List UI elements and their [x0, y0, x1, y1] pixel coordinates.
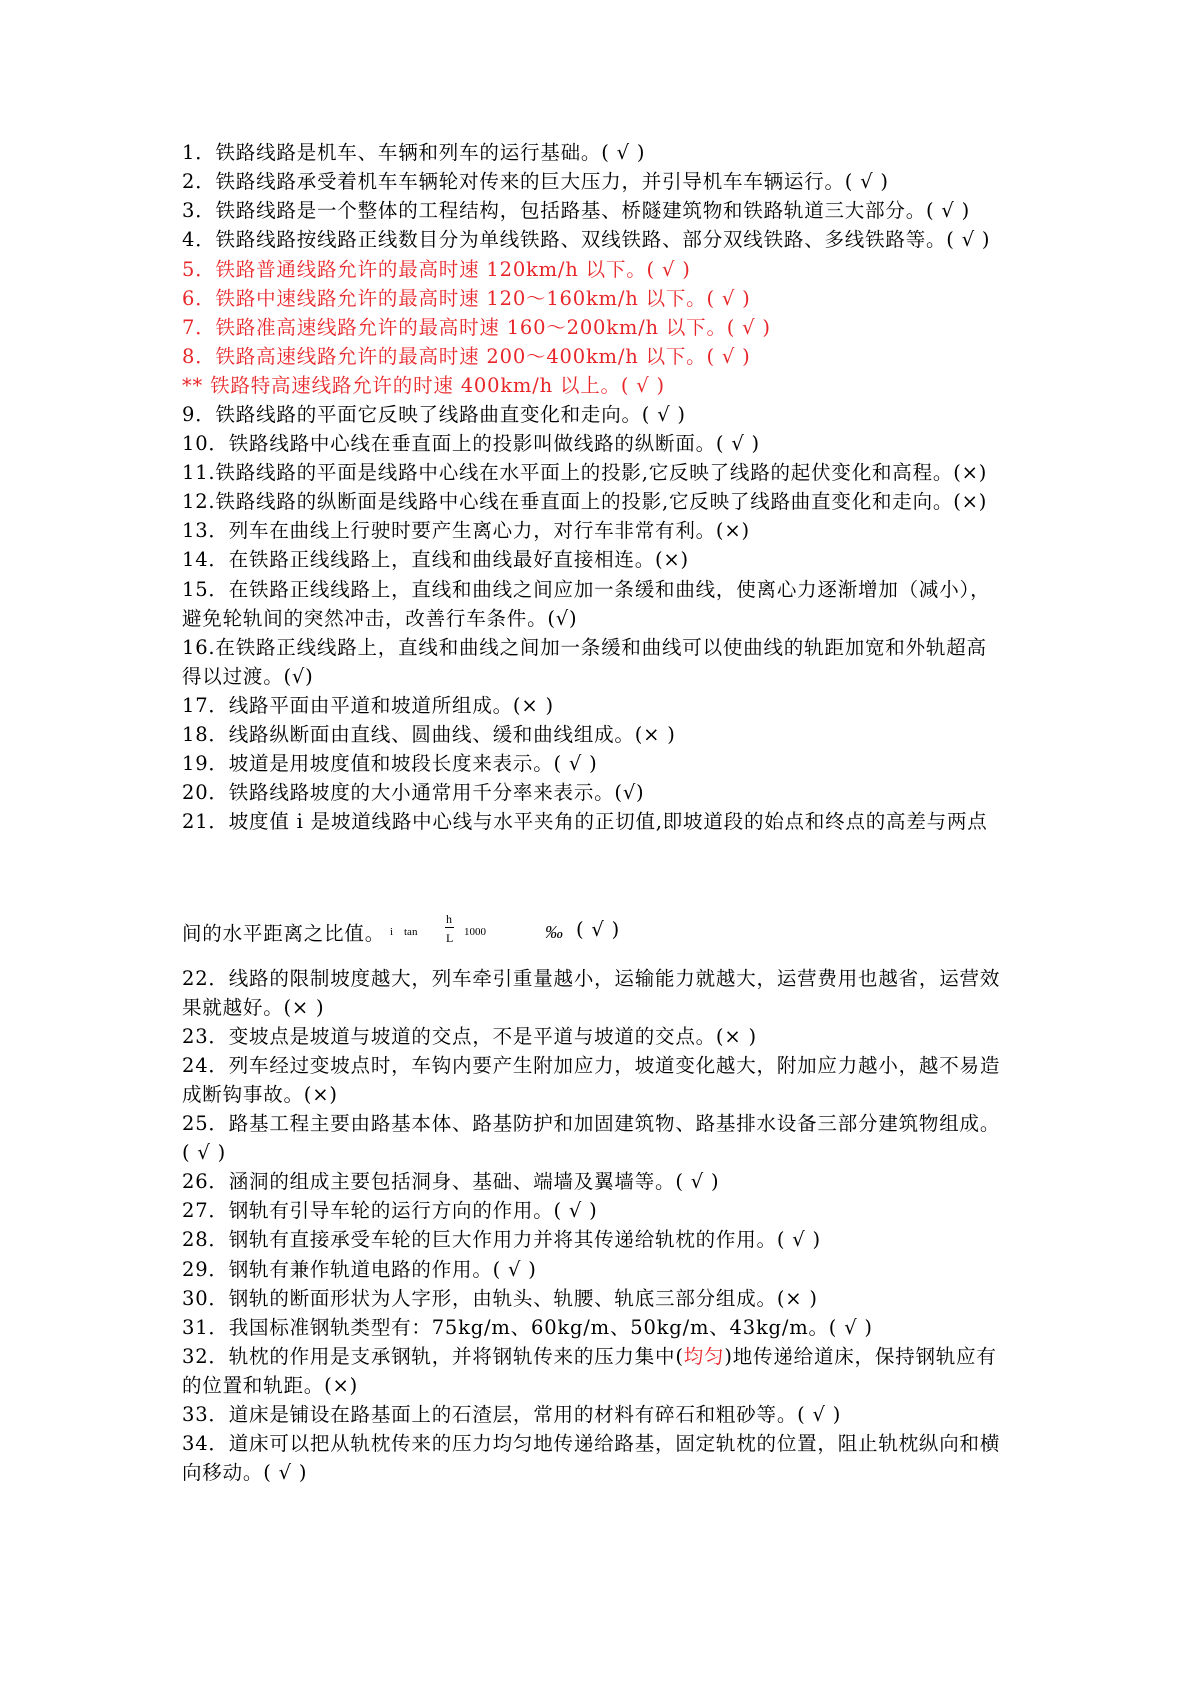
- question-24-line-1: 24．列车经过变坡点时，车钩内要产生附加应力，坡道变化越大，附加应力越小，越不易造: [182, 1054, 1001, 1077]
- question-27: 27．钢轨有引导车轮的运行方向的作用。( √ ): [182, 1199, 598, 1222]
- question-24-line-2: 成断钩事故。(×): [182, 1083, 338, 1106]
- formula-fraction-bar: [445, 927, 454, 928]
- question-15-line-1: 15．在铁路正线线路上，直线和曲线之间应加一条缓和曲线，使离心力逐渐增加（减小），: [182, 578, 991, 601]
- question-32-tail: )地传递给道床，保持钢轨应有: [724, 1345, 997, 1368]
- question-32-line-2: 的位置和轨距。(×): [182, 1374, 359, 1397]
- question-5: 5．铁路普通线路允许的最高时速 120km/h 以下。( √ ): [182, 258, 691, 281]
- question-31: 31．我国标准钢轨类型有：75kg/m、60kg/m、50kg/m、43kg/m。( √ ): [182, 1316, 873, 1339]
- question-32-line-1: [182, 1341, 1022, 1372]
- question-34-line-2: 向移动。( √ ): [182, 1461, 308, 1484]
- question-29: 29．钢轨有兼作轨道电路的作用。( √ ): [182, 1258, 537, 1281]
- question-15-line-2: 避免轮轨间的突然冲击，改善行车条件。(√): [182, 607, 578, 630]
- question-6: 6．铁路中速线路允许的最高时速 120～160km/h 以下。( √ ): [182, 287, 751, 310]
- formula-permille: ‰: [545, 922, 563, 942]
- question-18: 18．线路纵断面由直线、圆曲线、缓和曲线组成。(× ): [182, 723, 676, 746]
- question-17: 17．线路平面由平道和坡道所组成。(× ): [182, 694, 554, 717]
- question-11: 11.铁路线路的平面是线路中心线在水平面上的投影,它反映了线路的起伏变化和高程。(×): [182, 461, 988, 484]
- slope-formula: [390, 912, 630, 956]
- question-25-line-1: 25．路基工程主要由路基本体、路基防护和加固建筑物、路基排水设备三部分建筑物组成。: [182, 1112, 1001, 1135]
- formula-tan: tan: [404, 926, 418, 938]
- question-33: 33．道床是铺设在路基面上的石渣层，常用的材料有碎石和粗砂等。( √ ): [182, 1403, 842, 1426]
- question-22-line-1: 22．线路的限制坡度越大，列车牵引重量越小，运输能力就越大，运营费用也越省，运营效: [182, 967, 1001, 990]
- formula-i: i: [390, 926, 394, 938]
- question-21-mark: ( √ ): [576, 918, 621, 941]
- question-4: 4．铁路线路按线路正线数目分为单线铁路、双线铁路、部分双线铁路、多线铁路等。( √ ): [182, 228, 991, 251]
- question-21-line-1: 21．坡度值 i 是坡道线路中心线与水平夹角的正切值,即坡道段的始点和终点的高差与两点: [182, 810, 988, 833]
- question-14: 14．在铁路正线线路上，直线和曲线最好直接相连。(×): [182, 548, 689, 571]
- question-16-line-2: 得以过渡。(√): [182, 665, 314, 688]
- question-30: 30．钢轨的断面形状为人字形，由轨头、轨腰、轨底三部分组成。(× ): [182, 1287, 818, 1310]
- formula-factor: 1000: [464, 926, 486, 938]
- question-34-line-1: 34．道床可以把从轨枕传来的压力均匀地传递给路基，固定轨枕的位置，阻止轨枕纵向和横: [182, 1432, 1001, 1455]
- question-22-line-2: 果就越好。(× ): [182, 996, 325, 1019]
- question-8: 8．铁路高速线路允许的最高时速 200～400km/h 以下。( √ ): [182, 345, 751, 368]
- question-20: 20．铁路线路坡度的大小通常用千分率来表示。(√): [182, 781, 645, 804]
- formula-numerator: h: [446, 912, 452, 926]
- question-26: 26．涵洞的组成主要包括洞身、基础、端墙及翼墙等。( √ ): [182, 1170, 720, 1193]
- question-28: 28．钢轨有直接承受车轮的巨大作用力并将其传递给轨枕的作用。( √ ): [182, 1228, 821, 1251]
- question-21-line-2: 间的水平距离之比值。: [182, 922, 386, 945]
- question-1: 1．铁路线路是机车、车辆和列车的运行基础。( √ ): [182, 141, 646, 164]
- question-13: 13．列车在曲线上行驶时要产生离心力，对行车非常有利。(×): [182, 519, 750, 542]
- question-9: 9．铁路线路的平面它反映了线路曲直变化和走向。( √ ): [182, 403, 686, 426]
- question-23: 23．变坡点是坡道与坡道的交点，不是平道与坡道的交点。(× ): [182, 1025, 757, 1048]
- question-7: 7．铁路准高速线路允许的最高时速 160～200km/h 以下。( √ ): [182, 316, 771, 339]
- question-extra: ** 铁路特高速线路允许的时速 400km/h 以上。( √ ): [182, 374, 665, 397]
- question-32-head: 32．轨枕的作用是支承钢轨，并将钢轨传来的压力集中(: [182, 1345, 684, 1368]
- question-10: 10．铁路线路中心线在垂直面上的投影叫做线路的纵断面。( √ ): [182, 432, 760, 455]
- question-12: 12.铁路线路的纵断面是线路中心线在垂直面上的投影,它反映了线路曲直变化和走向。(×): [182, 490, 988, 513]
- question-19: 19．坡道是用坡度值和坡段长度来表示。( √ ): [182, 752, 598, 775]
- question-32-highlight: 均匀: [683, 1345, 725, 1368]
- question-25-line-2: ( √ ): [182, 1141, 227, 1164]
- question-2: 2．铁路线路承受着机车车辆轮对传来的巨大压力，并引导机车车辆运行。( √ ): [182, 170, 889, 193]
- formula-denominator: L: [446, 931, 454, 945]
- question-16-line-1: 16.在铁路正线线路上，直线和曲线之间加一条缓和曲线可以使曲线的轨距加宽和外轨超高: [182, 636, 987, 659]
- question-3: 3．铁路线路是一个整体的工程结构，包括路基、桥隧建筑物和铁路轨道三大部分。( √ ): [182, 199, 971, 222]
